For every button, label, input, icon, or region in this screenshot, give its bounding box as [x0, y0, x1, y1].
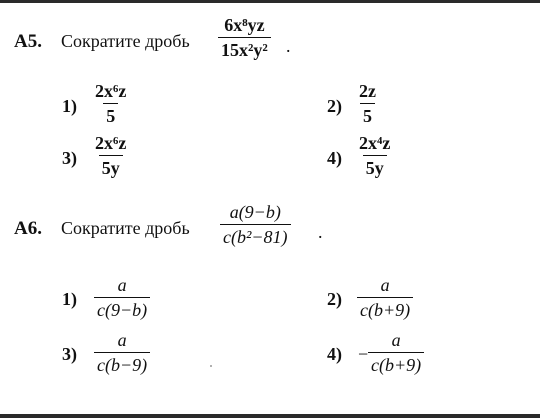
task-a6-tail: . — [318, 222, 323, 242]
fraction-numerator: a — [391, 330, 401, 350]
task-a5-option-4 — [356, 134, 393, 177]
task-a6-option-2-label: 2) — [327, 289, 342, 309]
fraction-numerator: a(9−b) — [229, 202, 281, 222]
fraction-denominator: 5y — [99, 155, 123, 177]
task-a6-option-1-label: 1) — [62, 289, 77, 309]
task-a5-option-3-label: 3) — [62, 148, 77, 168]
fraction-denominator: c(b²−81) — [220, 224, 291, 246]
fraction-denominator: 5 — [103, 103, 118, 125]
task-a6-expression — [220, 203, 291, 246]
fraction-numerator: 2x⁴z — [359, 133, 391, 153]
task-a6-option-2 — [357, 276, 413, 319]
task-a5-id: A5. — [14, 31, 42, 52]
task-a6-option-1 — [94, 276, 150, 319]
fraction-numerator: a — [117, 275, 127, 295]
task-a5-option-1 — [92, 82, 129, 125]
scan-speck — [210, 365, 212, 367]
fraction-denominator: 5y — [363, 155, 387, 177]
task-a6-option-3 — [94, 331, 150, 374]
task-a6-prompt: Сократите дробь — [61, 218, 190, 238]
task-a6-option-4-sign: − — [358, 344, 369, 364]
task-a6-id: A6. — [14, 218, 42, 239]
task-a5-option-3 — [92, 134, 129, 177]
task-a5-prompt: Сократите дробь — [61, 31, 190, 51]
fraction-numerator: 6x⁸yz — [224, 15, 265, 35]
task-a5-option-2-label: 2) — [327, 96, 342, 116]
bottom-border — [0, 414, 540, 418]
fraction-numerator: 2x⁶z — [95, 133, 127, 153]
task-a6-option-4-label: 4) — [327, 344, 342, 364]
task-a5-option-1-label: 1) — [62, 96, 77, 116]
fraction-denominator: c(b−9) — [94, 352, 150, 374]
fraction-denominator: c(b+9) — [357, 297, 413, 319]
task-a5-option-2 — [356, 82, 379, 125]
top-border — [0, 0, 540, 3]
task-a6-option-4 — [368, 331, 424, 374]
fraction-numerator: 2z — [359, 81, 376, 101]
fraction-numerator: a — [117, 330, 127, 350]
fraction-denominator: 5 — [360, 103, 375, 125]
fraction-denominator: c(b+9) — [368, 352, 424, 374]
fraction-denominator: c(9−b) — [94, 297, 150, 319]
task-a5-expression — [218, 16, 271, 59]
task-a5-tail: . — [286, 36, 291, 56]
task-a6-option-3-label: 3) — [62, 344, 77, 364]
task-a5-option-4-label: 4) — [327, 148, 342, 168]
fraction-denominator: 15x²y² — [218, 37, 271, 59]
fraction-numerator: 2x⁶z — [95, 81, 127, 101]
fraction-numerator: a — [380, 275, 390, 295]
